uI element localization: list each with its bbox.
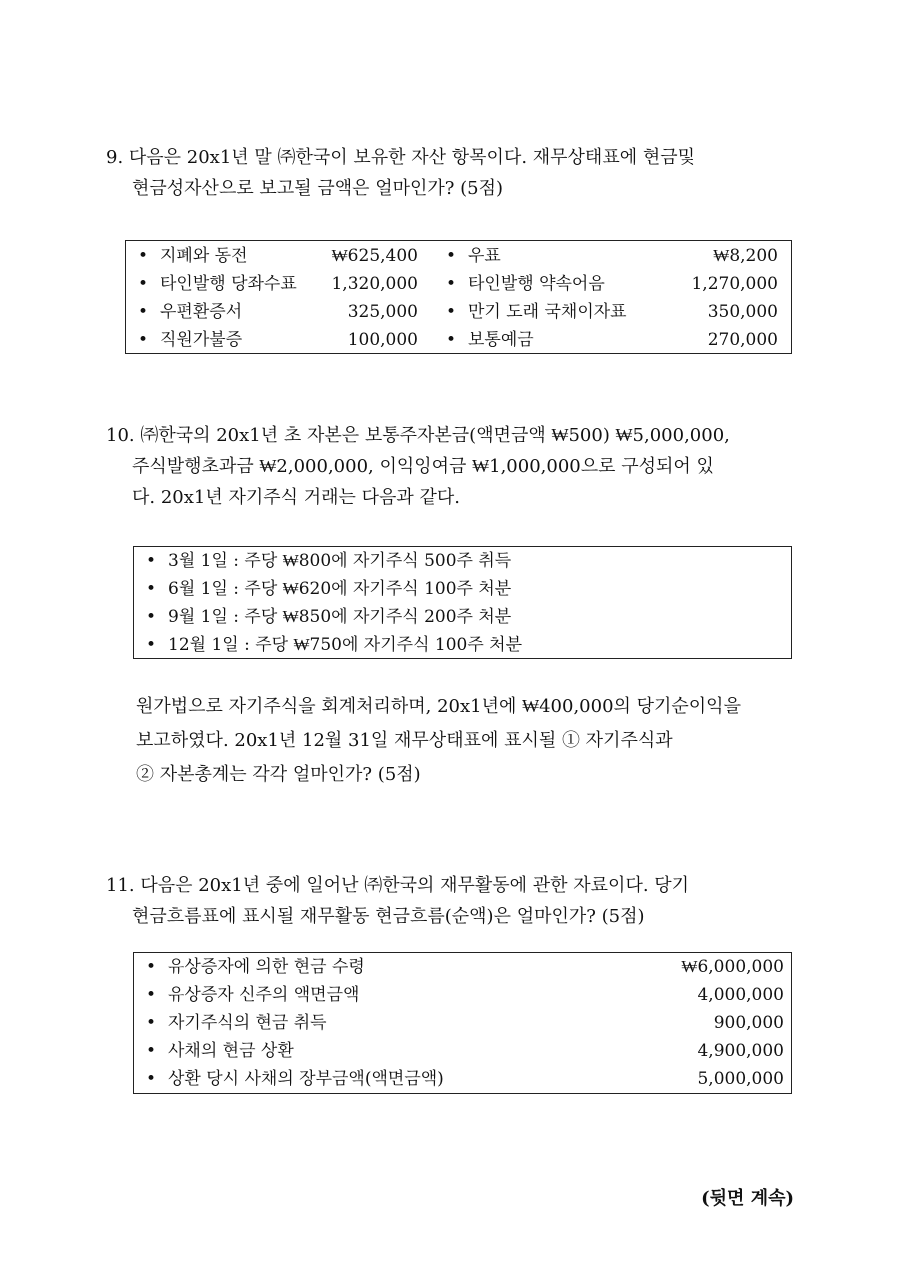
question-10 — [106, 420, 786, 513]
transaction-text: 12월 1일 : 주당 ₩750에 자기주식 100주 처분 — [168, 635, 523, 655]
q11-row — [134, 1009, 791, 1037]
bullet: • — [446, 274, 457, 294]
question-11 — [106, 870, 796, 932]
bullet: • — [146, 607, 157, 627]
asset-amount: 350,000 — [707, 302, 778, 322]
question-11-line-2: 현금흐름표에 표시될 재무활동 현금흐름(순액)은 얼마인가? (5점) — [132, 906, 645, 927]
financing-amount: 5,000,000 — [697, 1069, 784, 1089]
bullet: • — [146, 579, 157, 599]
asset-label: 만기 도래 국채이자표 — [468, 302, 627, 322]
bullet: • — [446, 246, 457, 266]
question-9-line-1: 9. 다음은 20x1년 말 ㈜한국이 보유한 자산 항목이다. 재무상태표에 현금및 — [106, 147, 695, 168]
q9-asset-table — [125, 240, 792, 354]
followup-line-2: 보고하였다. 20x1년 12월 31일 재무상태표에 표시될 ① 자기주식과 — [136, 730, 673, 751]
asset-label: 타인발행 당좌수표 — [160, 274, 297, 294]
bullet: • — [146, 957, 157, 977]
transaction-text: 3월 1일 : 주당 ₩800에 자기주식 500주 취득 — [168, 551, 512, 571]
bullet: • — [146, 1069, 157, 1089]
question-10-line-3: 다. 20x1년 자기주식 거래는 다음과 같다. — [132, 487, 460, 508]
asset-amount: 1,320,000 — [331, 274, 418, 294]
bullet: • — [446, 330, 457, 350]
question-9-line-2: 현금성자산으로 보고될 금액은 얼마인가? (5점) — [132, 178, 504, 199]
asset-amount: 100,000 — [347, 330, 418, 350]
financing-amount: 4,000,000 — [697, 985, 784, 1005]
financing-label: 유상증자에 의한 현금 수령 — [168, 957, 365, 977]
q11-row — [134, 1065, 791, 1093]
q11-financing-table — [133, 952, 792, 1094]
q10-row — [134, 631, 791, 659]
asset-label: 보통예금 — [468, 330, 534, 350]
followup-line-1: 원가법으로 자기주식을 회계처리하며, 20x1년에 ₩400,000의 당기순이익을 — [136, 696, 741, 717]
q9-row — [126, 270, 791, 298]
financing-label: 상환 당시 사채의 장부금액(액면금액) — [168, 1069, 444, 1089]
q10-transaction-table — [133, 546, 792, 659]
q10-row — [134, 547, 791, 575]
bullet: • — [446, 302, 457, 322]
question-10-line-1: 10. ㈜한국의 20x1년 초 자본은 보통주자본금(액면금액 ₩500) ₩5,000,000, — [106, 425, 730, 446]
q10-row — [134, 575, 791, 603]
bullet: • — [146, 635, 157, 655]
asset-label: 우표 — [468, 246, 501, 266]
q9-row — [126, 298, 791, 326]
asset-label: 지폐와 동전 — [160, 246, 248, 266]
asset-label: 직원가불증 — [160, 330, 243, 350]
q9-row — [126, 242, 791, 270]
q9-row — [126, 326, 791, 354]
q11-row — [134, 1037, 791, 1065]
asset-label: 타인발행 약속어음 — [468, 274, 605, 294]
continued-on-back-note: (뒷면 계속) — [701, 1188, 794, 1209]
question-11-line-1: 11. 다음은 20x1년 중에 일어난 ㈜한국의 재무활동에 관한 자료이다. 당기 — [106, 875, 690, 896]
asset-amount: 325,000 — [347, 302, 418, 322]
financing-label: 유상증자 신주의 액면금액 — [168, 985, 360, 1005]
bullet: • — [146, 551, 157, 571]
asset-amount: 1,270,000 — [691, 274, 778, 294]
financing-label: 사채의 현금 상환 — [168, 1041, 294, 1061]
bullet: • — [138, 246, 149, 266]
transaction-text: 9월 1일 : 주당 ₩850에 자기주식 200주 처분 — [168, 607, 512, 627]
bullet: • — [146, 985, 157, 1005]
financing-amount: 900,000 — [713, 1013, 784, 1033]
financing-amount: 4,900,000 — [697, 1041, 784, 1061]
asset-amount: ₩625,400 — [331, 246, 418, 266]
asset-label: 우편환증서 — [160, 302, 243, 322]
question-9 — [106, 142, 796, 204]
bullet: • — [138, 274, 149, 294]
q10-row — [134, 603, 791, 631]
q11-row — [134, 981, 791, 1009]
question-10-line-2: 주식발행초과금 ₩2,000,000, 이익잉여금 ₩1,000,000으로 구성되어 있 — [132, 456, 714, 477]
financing-label: 자기주식의 현금 취득 — [168, 1013, 327, 1033]
q11-row — [134, 953, 791, 981]
financing-amount: ₩6,000,000 — [681, 957, 784, 977]
bullet: • — [138, 302, 149, 322]
bullet: • — [146, 1041, 157, 1061]
bullet: • — [146, 1013, 157, 1033]
bullet: • — [138, 330, 149, 350]
question-10-followup — [136, 690, 786, 792]
followup-line-3: ② 자본총계는 각각 얼마인가? (5점) — [136, 764, 421, 785]
transaction-text: 6월 1일 : 주당 ₩620에 자기주식 100주 처분 — [168, 579, 512, 599]
asset-amount: ₩8,200 — [713, 246, 778, 266]
asset-amount: 270,000 — [707, 330, 778, 350]
